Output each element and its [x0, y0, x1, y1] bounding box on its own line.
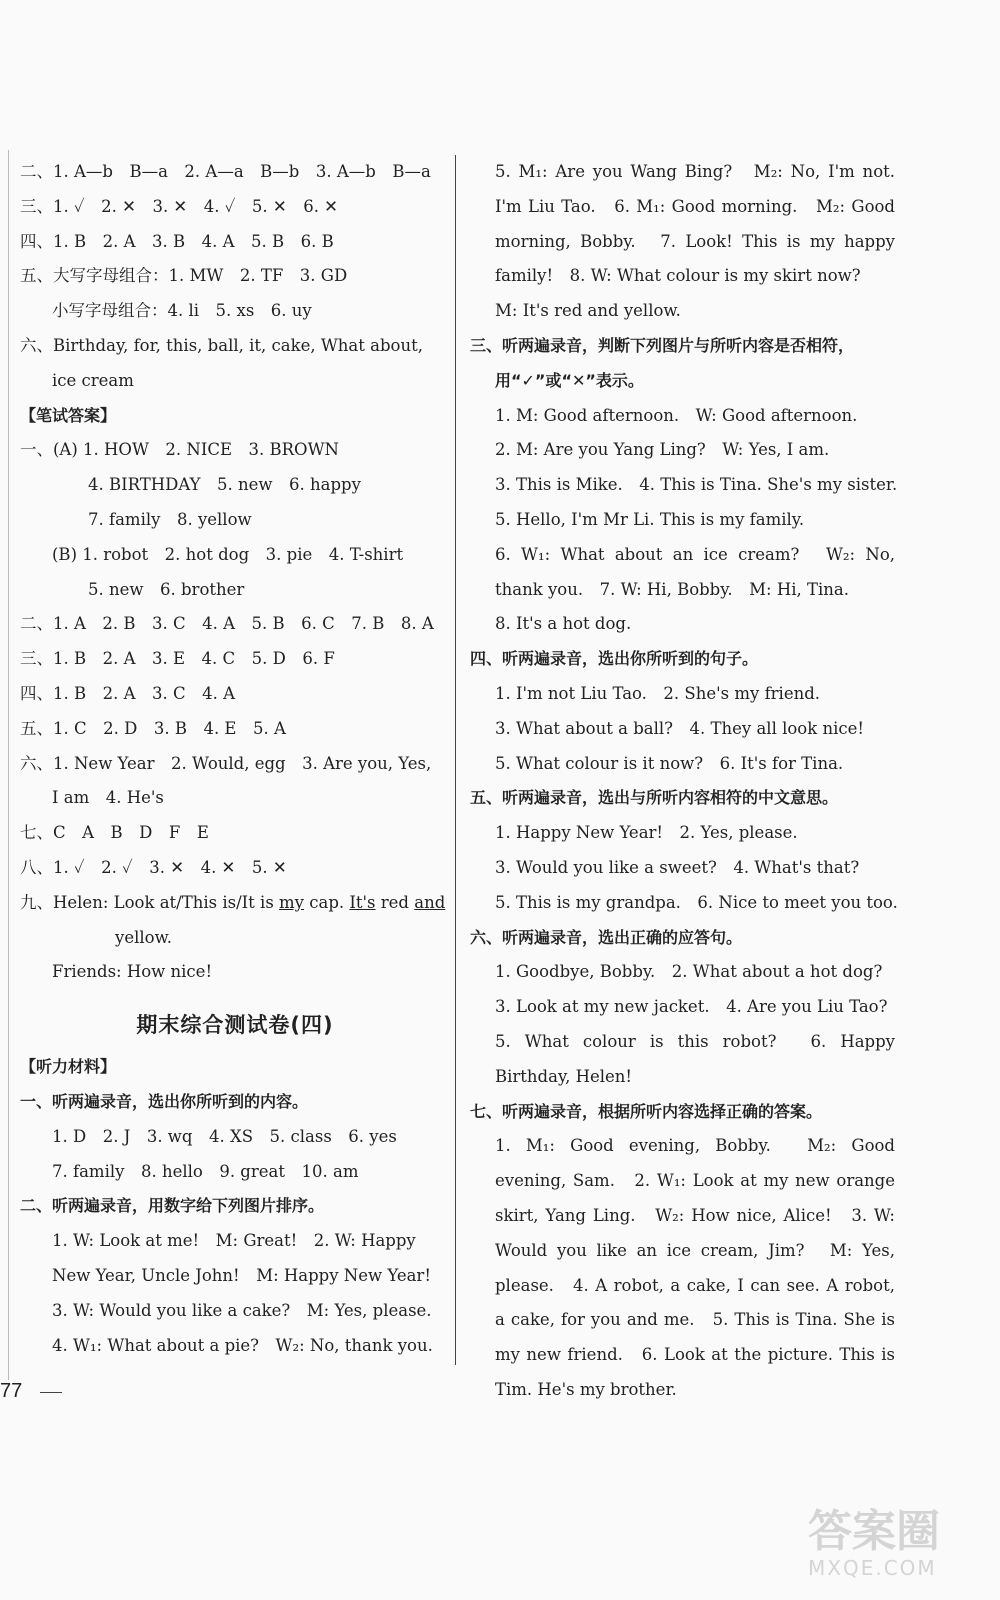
transcript-line: 3. Look at my new jacket. 4. Are you Liu Tao? [495, 997, 888, 1017]
transcript-line: 8. It's a hot dog. [495, 614, 632, 634]
underlined-word: my [279, 892, 304, 912]
answer-line: 7. family 8. hello 9. great 10. am [52, 1161, 359, 1181]
test-title: 期末综合测试卷(四) [136, 1013, 334, 1038]
section-heading: 五、听两遍录音，选出与所听内容相符的中文意思。 [470, 788, 839, 808]
section-heading: 用“✓”或“✕”表示。 [495, 370, 644, 390]
answer-line: 4. W₁: What about a pie? W₂: No, thank you. [52, 1335, 433, 1355]
answer-line: 六、1. New Year 2. Would, egg 3. Are you, Yes, [20, 753, 432, 773]
watermark-url: MXQE.COM [808, 1556, 937, 1580]
answer-line: 二、1. A—b B—a 2. A—a B—b 3. A—b B—a [20, 162, 431, 181]
transcript-paragraph: 6. W₁: What about an ice cream? W₂: No, thank you. 7. W: Hi, Bobby. M: Hi, Tina. [495, 544, 895, 599]
right-column [470, 155, 898, 1408]
transcript-line: 5. This is my grandpa. 6. Nice to meet you too. [495, 892, 898, 912]
transcript-line: 1. Happy New Year! 2. Yes, please. [495, 823, 798, 843]
answer-line: (B) 1. robot 2. hot dog 3. pie 4. T-shirt [52, 544, 404, 564]
section-heading: 【笔试答案】 [20, 405, 117, 425]
transcript-paragraph: 5. M₁: Are you Wang Bing? M₂: No, I'm not. I'm Liu Tao. 6. M₁: Good morning. M₂: Good morning, Bobby. 7. Look! This is my happy family! 8. W: What colour is my skirt now? [495, 162, 895, 286]
column-divider [455, 155, 456, 1365]
transcript-line: 5. Hello, I'm Mr Li. This is my family. [495, 509, 805, 529]
answer-line: Friends: How nice! [52, 962, 213, 982]
answer-line: 5. new 6. brother [88, 579, 245, 599]
transcript-line: 5. What colour is it now? 6. It's for Tina. [495, 753, 844, 773]
answer-line: 五、1. C 2. D 3. B 4. E 5. A [20, 718, 286, 738]
answer-line: 4. BIRTHDAY 5. new 6. happy [88, 475, 361, 495]
answer-text: red [375, 892, 415, 912]
underlined-word: and [414, 892, 446, 912]
page-number: 77 [0, 1380, 23, 1402]
answer-line: 1. W: Look at me! M: Great! 2. W: Happy [52, 1231, 416, 1251]
section-heading: 【听力材料】 [20, 1057, 117, 1077]
section-heading: 四、听两遍录音，选出你所听到的句子。 [470, 649, 759, 669]
answer-text: 九、Helen: Look at/This is/It is [20, 892, 280, 912]
answer-line: 七、C A B D F E [20, 823, 209, 843]
transcript-line: M: It's red and yellow. [495, 301, 681, 321]
answer-line: 五、大写字母组合：1. MW 2. TF 3. GD [20, 266, 348, 286]
answer-line: 一、(A) 1. HOW 2. NICE 3. BROWN [20, 440, 339, 460]
watermark-logo [808, 1508, 978, 1588]
section-heading: 七、听两遍录音，根据所听内容选择正确的答案。 [470, 1101, 823, 1121]
transcript-line: 2. M: Are you Yang Ling? W: Yes, I am. [495, 440, 830, 460]
section-heading: 三、听两遍录音，判断下列图片与所听内容是否相符， [470, 335, 855, 355]
binding-edge [0, 150, 9, 1380]
transcript-line: 1. Goodbye, Bobby. 2. What about a hot dog? [495, 962, 883, 982]
answer-line: I am 4. He's [52, 788, 164, 808]
answer-line: 三、1. B 2. A 3. E 4. C 5. D 6. F [20, 649, 335, 669]
transcript-paragraph: 5. What colour is this robot? 6. Happy Birthday, Helen! [495, 1031, 895, 1086]
answer-line: 四、1. B 2. A 3. C 4. A [20, 683, 236, 703]
answer-line: 1. D 2. J 3. wq 4. XS 5. class 6. yes [52, 1126, 397, 1146]
answer-line: 小写字母组合：4. li 5. xs 6. uy [52, 301, 312, 321]
watermark-text: 答案圈 [808, 1506, 940, 1557]
answer-line: 六、Birthday, for, this, ball, it, cake, What about, [20, 335, 423, 355]
answer-line: New Year, Uncle John! M: Happy New Year! [52, 1265, 431, 1285]
answer-line: 八、1. ✓ 2. ✓ 3. ✕ 4. ✕ 5. ✕ [20, 857, 287, 877]
answer-line [20, 886, 450, 921]
section-heading: 二、听两遍录音，用数字给下列图片排序。 [20, 1196, 325, 1216]
section-heading: 六、听两遍录音，选出正确的应答句。 [470, 927, 743, 947]
transcript-paragraph: 1. M₁: Good evening, Bobby. M₂: Good evening, Sam. 2. W₁: Look at my new orange skirt, Yang Ling. W₂: How nice, Alice! 3. W: Would you like an ice cream, Jim? M: Yes, please. 4. A robot, a cake, I can see. A robot, a cake, for you and me. 5. This is Tina. She is my new friend. 6. Look at the picture. This is Tim. He's my brother. [495, 1136, 895, 1399]
section-heading: 一、听两遍录音，选出你所听到的内容。 [20, 1091, 309, 1111]
answer-line: 四、1. B 2. A 3. B 4. A 5. B 6. B [20, 231, 334, 251]
transcript-line: 3. What about a ball? 4. They all look nice! [495, 718, 865, 738]
transcript-line: 1. I'm not Liu Tao. 2. She's my friend. [495, 683, 821, 703]
answer-text: cap. [304, 892, 350, 912]
answer-line: yellow. [115, 927, 172, 947]
transcript-line: 1. M: Good afternoon. W: Good afternoon. [495, 405, 858, 425]
answer-line: 3. W: Would you like a cake? M: Yes, please. [52, 1300, 432, 1320]
page-number-dash [40, 1392, 62, 1393]
answer-line: 三、1. ✓ 2. ✕ 3. ✕ 4. ✓ 5. ✕ 6. ✕ [20, 196, 339, 216]
transcript-line: 3. This is Mike. 4. This is Tina. She's my sister. [495, 475, 898, 495]
underlined-word: It's [349, 892, 376, 912]
answer-line: ice cream [52, 370, 134, 390]
left-column [20, 155, 450, 1363]
transcript-line: 3. Would you like a sweet? 4. What's that? [495, 857, 860, 877]
answer-line: 二、1. A 2. B 3. C 4. A 5. B 6. C 7. B 8. A [20, 614, 434, 634]
answer-line: 7. family 8. yellow [88, 509, 252, 529]
